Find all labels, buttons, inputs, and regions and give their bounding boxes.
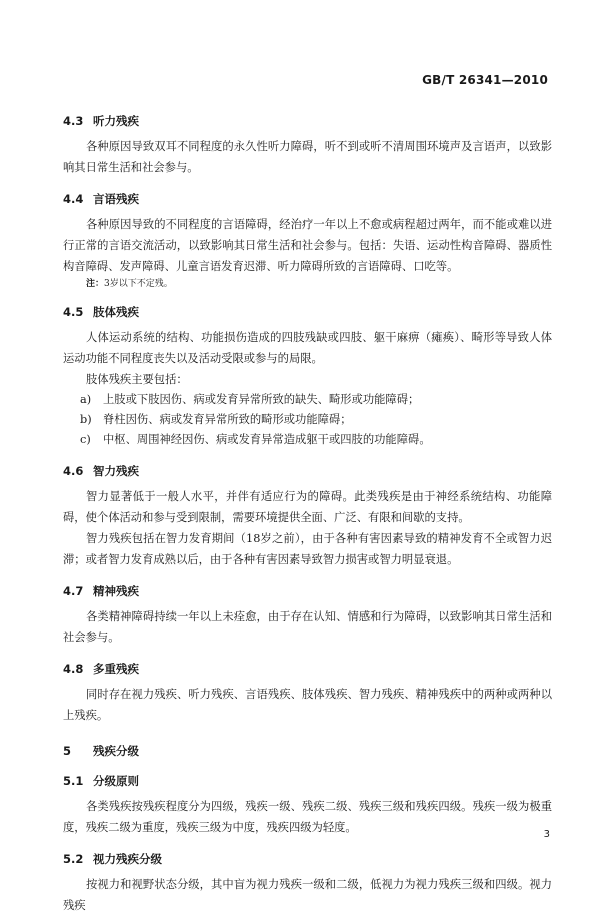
section-heading-5-1: 5.1 分级原则 — [63, 774, 139, 788]
paragraph: 肢体残疾主要包括： — [86, 373, 188, 386]
list-item: a) 上肢或下肢因伤、病或发育异常所致的缺失、畸形或功能障碍； — [80, 393, 420, 406]
page-number: 3 — [543, 829, 550, 840]
paragraph: 智力显著低于一般人水平，并伴有适应行为的障碍。此类残疾是由于神经系统结构、功能障碍，使个体活动和参与受到限制，需要环境提供全面、广泛、有限和间歇的支持。 — [63, 490, 552, 524]
paragraph: 按视力和视野状态分级，其中盲为视力残疾一级和二级，低视力为视力残疾三级和四级。视力残疾 — [63, 878, 552, 912]
paragraph: 各种原因导致的不同程度的言语障碍，经治疗一年以上不愈或病程超过两年，而不能或难以进行正常的言语交流活动，以致影响其日常生活和社会参与。包括：失语、运动性构音障碍、器质性构音障碍、发声障碍、儿童言语发育迟滞、听力障碍所致的言语障碍、口吃等。 — [63, 218, 552, 273]
list-item: b) 脊柱因伤、病或发育异常所致的畸形或功能障碍； — [80, 413, 352, 426]
section-heading-5: 5 残疾分级 — [63, 744, 139, 758]
document-body — [63, 112, 552, 916]
standard-number: GB/T 26341—2010 — [422, 73, 548, 87]
section-heading-4-5: 4.5 肢体残疾 — [63, 305, 139, 319]
paragraph: 同时存在视力残疾、听力残疾、言语残疾、肢体残疾、智力残疾、精神残疾中的两种或两种以上残疾。 — [63, 688, 552, 722]
section-heading-5-2: 5.2 视力残疾分级 — [63, 852, 162, 866]
section-heading-4-3: 4.3 听力残疾 — [63, 114, 139, 128]
paragraph: 各类残疾按残疾程度分为四级，残疾一级、残疾二级、残疾三级和残疾四级。残疾一级为极重度，残疾二级为重度，残疾三级为中度，残疾四级为轻度。 — [63, 800, 552, 834]
section-heading-4-6: 4.6 智力残疾 — [63, 464, 139, 478]
section-heading-4-4: 4.4 言语残疾 — [63, 192, 139, 206]
list-item: c) 中枢、周围神经因伤、病或发育异常造成躯干或四肢的功能障碍。 — [80, 433, 431, 446]
paragraph: 智力残疾包括在智力发育期间（18岁之前），由于各种有害因素导致的精神发育不全或智力迟滞；或者智力发育成熟以后，由于各种有害因素导致智力损害或智力明显衰退。 — [63, 532, 552, 566]
note: 注：3岁以下不定残。 — [86, 279, 173, 289]
paragraph: 人体运动系统的结构、功能损伤造成的四肢残缺或四肢、躯干麻痹（瘫痪）、畸形等导致人体运动功能不同程度丧失以及活动受限或参与的局限。 — [63, 331, 552, 365]
section-heading-4-7: 4.7 精神残疾 — [63, 584, 139, 598]
paragraph: 各类精神障碍持续一年以上未痊愈，由于存在认知、情感和行为障碍，以致影响其日常生活和社会参与。 — [63, 610, 552, 644]
section-heading-4-8: 4.8 多重残疾 — [63, 662, 139, 676]
paragraph: 各种原因导致双耳不同程度的永久性听力障碍，听不到或听不清周围环境声及言语声，以致影响其日常生活和社会参与。 — [63, 140, 552, 174]
